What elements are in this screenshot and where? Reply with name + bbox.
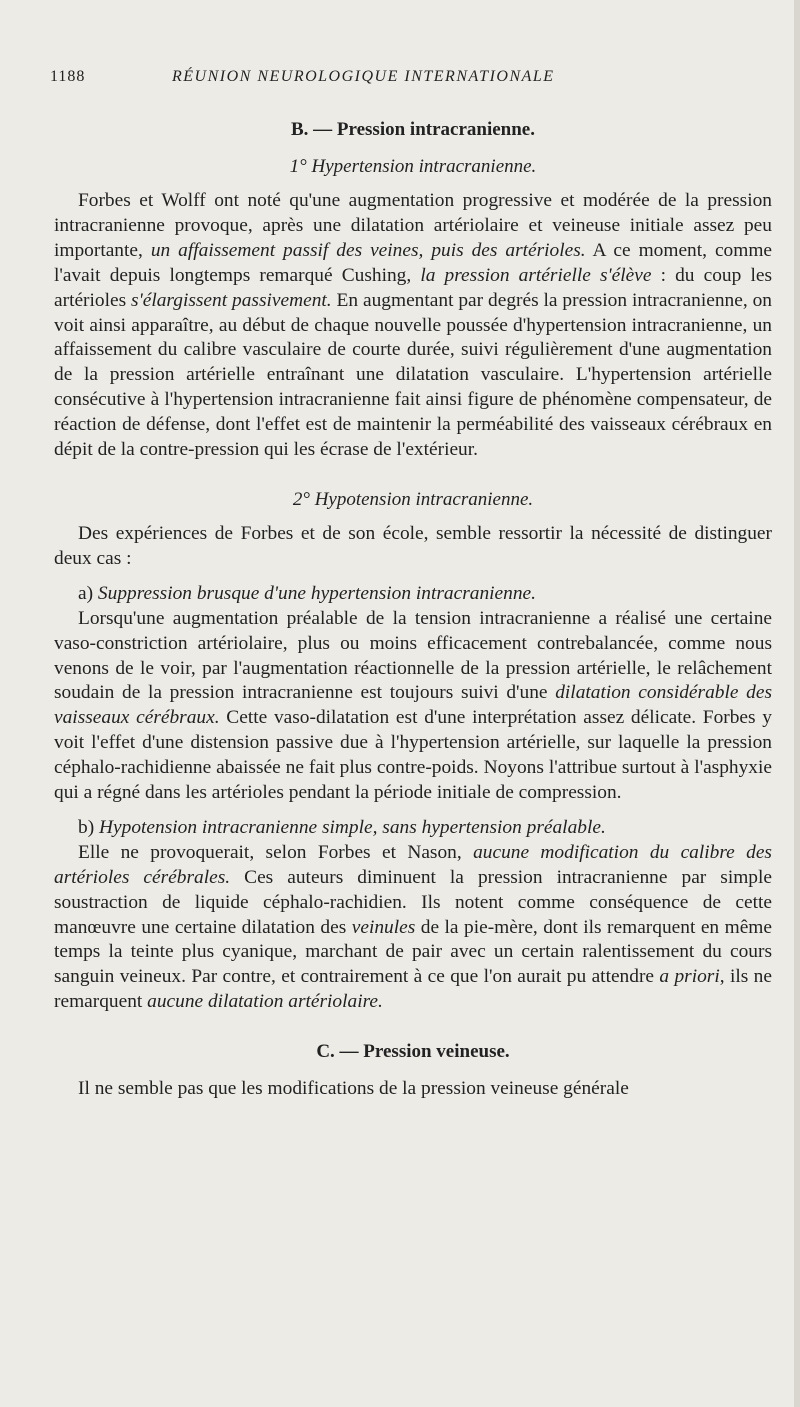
paragraph-case-b: Elle ne provoquerait, selon Forbes et Nason, aucune modification du calibre des artérioles cérébrales. Ces auteurs diminuent la pression intracranienne par simple soustraction de liquide céphalo-rachidien. Ils notent comme conséquence de cette manœuvre une certaine dilatation des veinules de la pie-mère, dont ils remarquent en même temps la teinte plus cyanique, marchant de pair avec un certain ralentissement du cours sanguin veineux. Par contre, et contrairement à ce que l'on aurait pu attendre a priori, ils ne remarquent aucune dilatation artériolaire. [54, 841, 772, 1013]
section-c-heading: C. — Pression veineuse. [316, 1041, 510, 1063]
paragraph-hypotension-intro: Des expériences de Forbes et de son école, semble ressortir la nécessité de distinguer deux cas : [54, 522, 772, 569]
section-b-heading: B. — Pression intracranienne. [290, 119, 535, 140]
paragraph-case-a: Lorsqu'une augmentation préalable de la tension intracranienne a réalisé une certaine vaso-constriction artériolaire, plus ou moins efficacement contrebalancée, comme nous venons de le voir, par l'augmentation réactionnelle de la pression artérielle, le relâchement soudain de la pression intracranienne est toujours suivi d'une dilatation considérable des vaisseaux cérébraux. Cette vaso-dilatation est d'une interprétation assez délicate. Forbes y voit l'effet d'une distension passive due à l'hypertension artérielle, sur laquelle la pression céphalo-rachidienne abaissée ne fait plus contre-poids. Noyons l'attribue surtout à l'asphyxie qui a régné dans les artérioles pendant la période initiale de compression. [54, 607, 772, 804]
page-body [54, 118, 772, 1102]
paragraph-pression-veineuse: Il ne semble pas que les modifications de la pression veineuse générale [78, 1078, 629, 1100]
page-number: 1188 [50, 68, 86, 85]
page-edge [794, 0, 800, 1407]
running-title: RÉUNION NEUROLOGIQUE INTERNATIONALE [172, 68, 555, 85]
subsection-b1-heading: 1° Hypertension intracranienne. [289, 156, 537, 177]
page-header [50, 68, 770, 94]
case-b-heading: b) Hypotension intracranienne simple, sans hypertension préalable. [78, 816, 606, 838]
paragraph-hypertension: Forbes et Wolff ont noté qu'une augmentation progressive et modérée de la pression intracranienne provoque, après une dilatation artériolaire et veineuse initiale assez peu importante, un affaissement passif des veines, puis des artérioles. A ce moment, comme l'avait depuis longtemps remarqué Cushing, la pression artérielle s'élève : du coup les artérioles s'élargissent passivement. En augmentant par degrés la pression intracranienne, on voit ainsi apparaître, au début de chaque nouvelle poussée d'hypertension intracranienne, un affaissement du calibre vasculaire de courte durée, suivi régulièrement d'une augmentation de la pression artérielle entraînant une dilatation vasculaire. L'hypertension artérielle consécutive à l'hypertension intracranienne fait ainsi figure de phénomène compensateur, de réaction de défense, dont l'effet est de maintenir la perméabilité des vaisseaux cérébraux en dépit de la contre-pression qui les écrase de l'extérieur. [54, 190, 773, 461]
subsection-b2-heading: 2° Hypotension intracranienne. [292, 488, 534, 510]
case-a-heading: a) Suppression brusque d'une hypertension intracranienne. [78, 582, 536, 604]
